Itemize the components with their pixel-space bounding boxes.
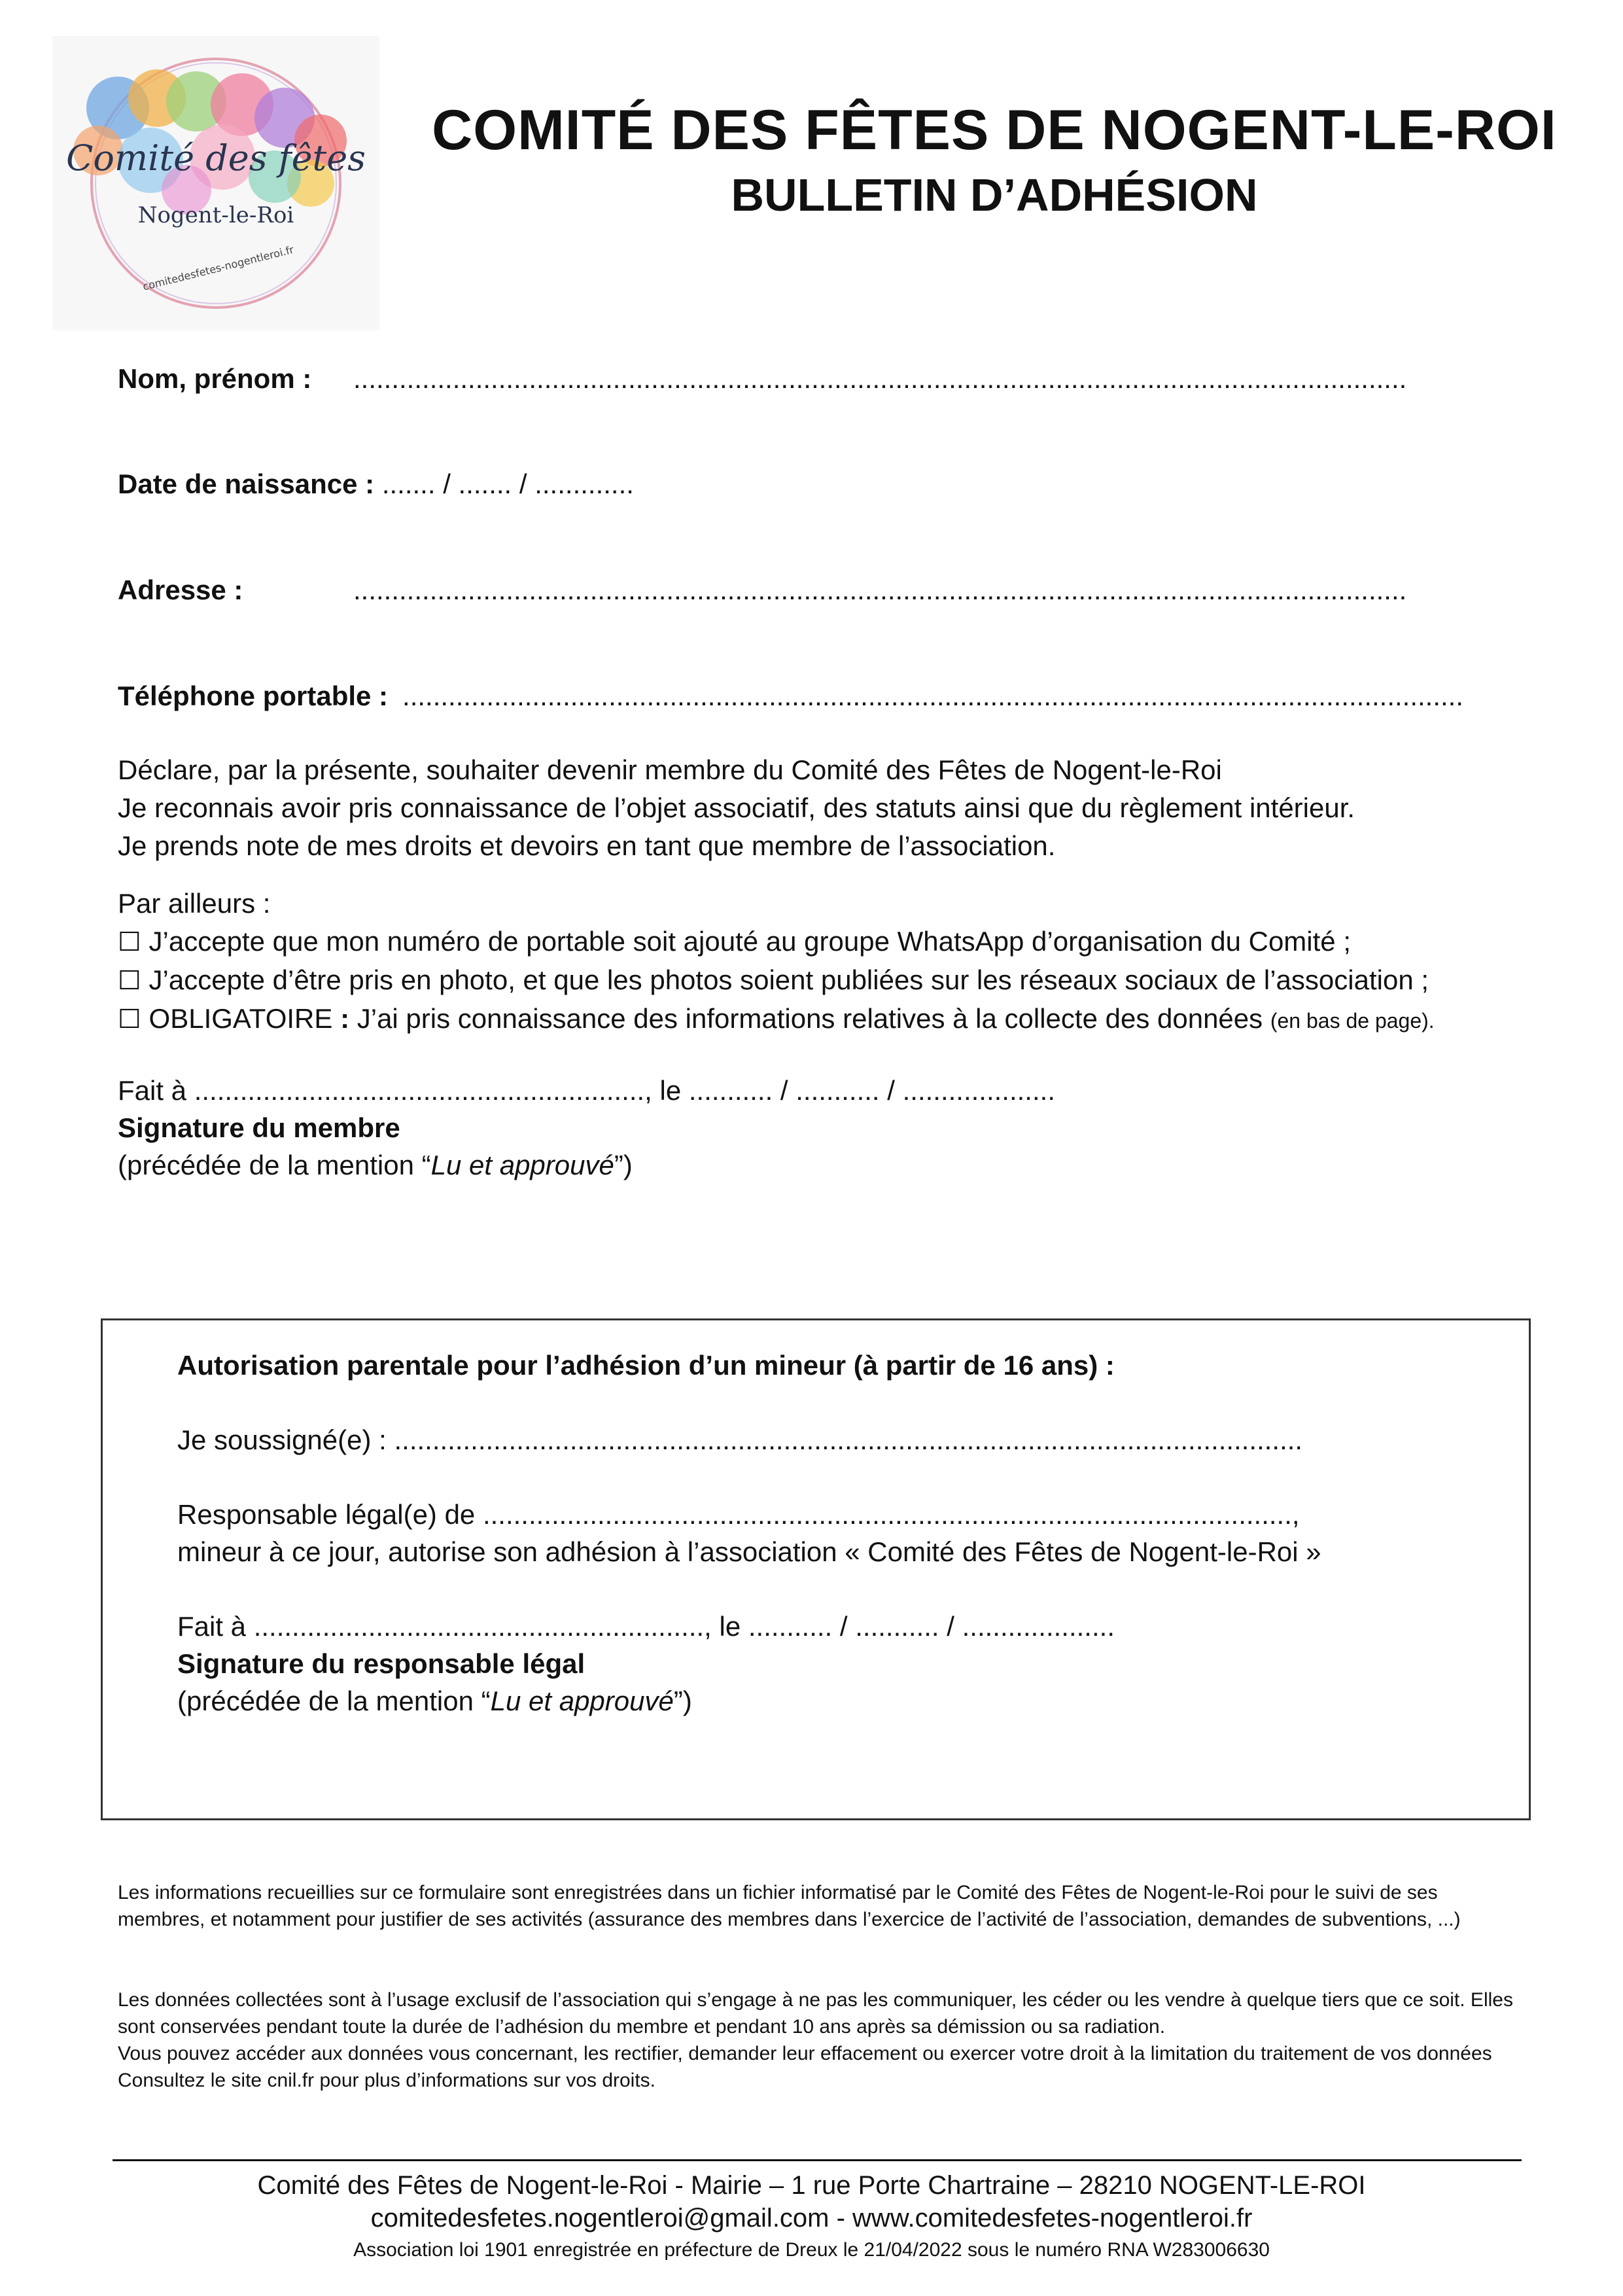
photo-consent[interactable] [118, 961, 1435, 1000]
data-consent-prefix: OBLIGATOIRE [141, 1003, 341, 1034]
legal-notice-1: Les informations recueillies sur ce formulaire sont enregistrées dans un fichier informatisé par le Comité des Fêtes de Nogent-le-Roi pour le suivi de ses membres, et notamment pour justifier de ses activités (assurance des membres dans l’exercice de l’activité de l’association, demandes de subventions, ...) [118, 1882, 1461, 1930]
parental-signature-mention: (précédée de la mention “Lu et approuvé”) [177, 1686, 692, 1716]
name-label: Nom, prénom : [118, 363, 312, 394]
consent-section [118, 885, 1435, 1040]
photo-consent-text: J’accepte d’être pris en photo, et que les photos soient publiées sur les réseaux sociaux de l’association ; [141, 964, 1429, 995]
footer-divider [113, 2159, 1522, 2161]
logo [52, 36, 379, 330]
member-fait-line[interactable]: Fait à ..........................................................., le ........... / ........... / .................... [118, 1075, 1055, 1106]
footer-registration: Association loi 1901 enregistrée en préfecture de Dreux le 21/04/2022 sous le numéro RNA W283006630 [353, 2239, 1270, 2261]
whatsapp-consent[interactable] [118, 923, 1435, 961]
logo-script: Comité des fêtes [66, 137, 366, 179]
address-field[interactable] [118, 574, 1407, 606]
address-label: Adresse : [118, 574, 243, 605]
parental-responsable-line[interactable]: Responsable légal(e) de .........................................................................................................., [177, 1499, 1300, 1530]
member-signature-mention: (précédée de la mention “Lu et approuvé”) [118, 1150, 633, 1180]
phone-label: Téléphone portable : [118, 680, 389, 711]
member-signature-label: Signature du membre [118, 1112, 400, 1143]
page-title: COMITÉ DES FÊTES DE NOGENT-LE-ROI [432, 99, 1557, 162]
whatsapp-consent-text: J’accepte que mon numéro de portable soit ajouté au groupe WhatsApp d’organisation du Comité ; [141, 926, 1351, 957]
declaration-line-2: Je reconnais avoir pris connaissance de l’objet associatif, des statuts ainsi que du règlement intérieur. [118, 792, 1355, 823]
data-checkbox[interactable]: ☐ [118, 1005, 141, 1034]
logo-url: comitedesfetes-nogentleroi.fr [141, 243, 296, 293]
address-dots[interactable]: .......................................................................................................................................... [353, 574, 1407, 605]
declaration-line-3: Je prends note de mes droits et devoirs en tant que membre de l’association. [118, 830, 1056, 861]
name-dots[interactable]: .......................................................................................................................................... [353, 363, 1407, 394]
birthdate-label: Date de naissance : [118, 468, 375, 499]
data-consent-colon: : [340, 1003, 350, 1034]
page-subtitle: BULLETIN D’ADHÉSION [731, 169, 1258, 221]
footer-contact[interactable]: comitedesfetes.nogentleroi@gmail.com - www.comitedesfetes-nogentleroi.fr [370, 2204, 1253, 2233]
parental-signature-label: Signature du responsable légal [177, 1648, 585, 1679]
parental-title: Autorisation parentale pour l’adhésion d’un mineur (à partir de 16 ans) : [177, 1350, 1115, 1381]
declaration-line-1: Déclare, par la présente, souhaiter devenir membre du Comité des Fêtes de Nogent-le-Roi [118, 754, 1222, 785]
parental-authorization-box [101, 1318, 1531, 1820]
footer-address: Comité des Fêtes de Nogent-le-Roi - Mairie – 1 rue Porte Chartraine – 28210 NOGENT-LE-ROI [257, 2171, 1366, 2200]
photo-checkbox[interactable]: ☐ [118, 966, 141, 995]
logo-town: Nogent-le-Roi [137, 202, 294, 228]
phone-field[interactable] [118, 680, 1463, 712]
phone-dots[interactable]: ........................................................................................................................................... [402, 680, 1464, 711]
declaration [118, 751, 1355, 865]
parental-fait-line[interactable]: Fait à ..........................................................., le ........... / ........... / .................... [177, 1611, 1115, 1642]
data-consent-text: J’ai pris connaissance des informations relatives à la collecte des données [349, 1003, 1270, 1034]
birthdate-field[interactable] [118, 468, 634, 500]
parental-mineur-line: mineur à ce jour, autorise son adhésion à l’association « Comité des Fêtes de Nogent-le-Roi » [177, 1536, 1321, 1567]
name-field[interactable] [118, 363, 1407, 395]
data-consent[interactable] [118, 1000, 1435, 1040]
data-consent-note: (en bas de page). [1270, 1009, 1435, 1033]
birthdate-dots[interactable]: ....... / ....... / ............. [374, 468, 634, 499]
consent-intro: Par ailleurs : [118, 888, 271, 919]
legal-notice-2: Les données collectées sont à l’usage exclusif de l’association qui s’engage à ne pas les communiquer, les céder ou les vendre à quelque tiers que ce soit. Elles sont conservées pendant toute la durée de l’adhésion du membre et pendant 10 ans après sa démission ou sa radiation. Vous pouvez accéder aux données vous concernant, les rectifier, demander leur effacement ou exercer votre droit à la limitation du traitement de vos données Consultez le site cnil.fr pour plus d’informations sur vos droits. [118, 1989, 1513, 2091]
whatsapp-checkbox[interactable]: ☐ [118, 928, 141, 957]
member-signature-section [118, 1072, 1055, 1184]
parental-soussigne-line[interactable]: Je soussigné(e) : ....................................................................................................................... [177, 1424, 1303, 1455]
